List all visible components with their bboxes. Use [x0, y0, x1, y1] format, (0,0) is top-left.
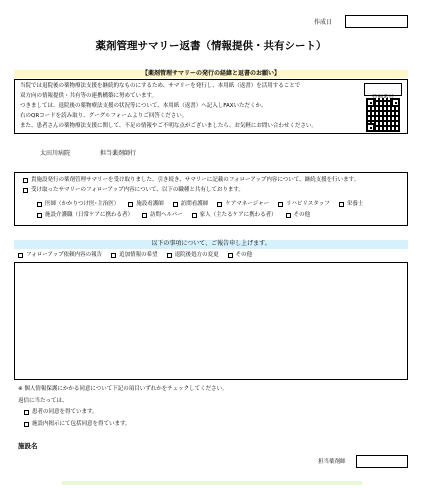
role-option[interactable]: ケアマネージャー — [217, 201, 269, 208]
role-option[interactable]: リハビリスタッフ — [278, 201, 330, 208]
intro-line: 右のQRコードを読み取り、グーグルフォームよりご回答ください。 — [20, 113, 188, 119]
status-option-2[interactable]: 受け取ったサマリーのフォローアップ内容について、以下の職種と共有しております。 — [23, 187, 244, 194]
checkbox[interactable] — [111, 253, 116, 258]
role-option[interactable]: 家人（主たるケアに携わる者） — [192, 212, 277, 219]
consent-option-2[interactable]: 施設内掲示にて包括同意を得ています。 — [24, 421, 131, 428]
report-option[interactable]: 退院後処方の変更 — [167, 252, 219, 259]
checkbox[interactable] — [128, 202, 133, 207]
role-option[interactable]: その他 — [286, 212, 311, 219]
checkbox[interactable] — [24, 410, 29, 415]
page-title: 薬剤管理サマリー返書（情報提供・共有シート） — [95, 40, 327, 52]
role-option[interactable]: 施設介護職（日常ケアに携わる者） — [37, 212, 133, 219]
role-option[interactable]: 栄養士 — [339, 201, 364, 208]
hospital-name: 太田川病院 — [40, 150, 71, 157]
checkbox[interactable] — [142, 213, 147, 218]
checkbox[interactable] — [192, 213, 197, 218]
checkbox[interactable] — [37, 202, 42, 207]
pharmacist-name-field[interactable] — [356, 455, 408, 468]
role-option[interactable]: 訪問ヘルパー — [142, 212, 183, 219]
pharmacist-label: 担当薬剤師 — [318, 459, 346, 465]
checkbox[interactable] — [228, 253, 233, 258]
checkbox[interactable] — [18, 253, 23, 258]
pharmacist-addressee: 担当薬剤師行 — [100, 150, 137, 157]
checkbox[interactable] — [217, 202, 222, 207]
intro-line: また、患者さんの薬物療法支援に関して、不足の情報やご不明な点がございましたら、お気軽にお問い合わせください。 — [20, 123, 317, 129]
checkbox[interactable] — [24, 422, 29, 427]
qr-code-icon[interactable] — [366, 98, 400, 132]
role-option[interactable]: 医師（かかりつけ医･主治医） — [37, 201, 119, 208]
intro-line: 当院では退院後の薬物療法支援を継続的なものにするため、サマリーを発行し、本用紙（返書）を活用することで — [20, 83, 301, 89]
consent-option-1[interactable]: 患者の同意を得ています。 — [24, 409, 98, 416]
checkbox[interactable] — [339, 202, 344, 207]
intro-line: 双方向の情報提供・共有等の連携構築に努めています。 — [20, 93, 158, 99]
status-box — [14, 172, 408, 226]
admin-number-box — [364, 83, 402, 96]
checkbox[interactable] — [286, 213, 291, 218]
report-options — [18, 252, 261, 259]
report-option[interactable]: 追加情報の希望 — [111, 252, 158, 259]
consent-intro: 返信に当たっては、 — [18, 398, 68, 404]
checkbox[interactable] — [278, 202, 283, 207]
report-option[interactable]: その他 — [228, 252, 253, 259]
consent-note: ※ 個人情報保護にかかる同意について下記の項目いずれかをチェックしてください。 — [18, 386, 228, 392]
footer-strip — [62, 481, 362, 485]
report-banner: 以下の事項について、ご報告申し上げます。 — [14, 240, 408, 249]
role-option[interactable]: 施設看護師 — [128, 201, 164, 208]
intro-line: つきましては、退院後の薬物療法支援の状況等について、本用紙（返書）へ記入しFAXいただくか、 — [20, 103, 267, 109]
checkbox[interactable] — [37, 213, 42, 218]
facility-label: 施設名 — [18, 442, 38, 450]
role-option[interactable]: 訪問看護師 — [173, 201, 209, 208]
intro-box — [14, 79, 408, 134]
date-label: 作成日 — [314, 19, 333, 26]
checkbox[interactable] — [23, 188, 28, 193]
roles-row-2 — [37, 212, 319, 219]
checkbox[interactable] — [173, 202, 178, 207]
report-option[interactable]: フォローアップ依頼内容の報告 — [18, 252, 102, 259]
checkbox[interactable] — [167, 253, 172, 258]
status-option-1[interactable]: 貴施設発行の薬剤管理サマリーを受け取りました。引き続き、サマリーに記載のフォローアップ内容について、継続支援を行います。 — [23, 177, 359, 184]
report-textarea[interactable] — [14, 262, 408, 380]
date-field[interactable] — [345, 15, 408, 28]
roles-row-1 — [37, 201, 372, 208]
checkbox[interactable] — [23, 178, 28, 183]
intro-banner: 【薬剤管理サマリーの発行の経緯と返書のお願い】 — [14, 70, 408, 78]
